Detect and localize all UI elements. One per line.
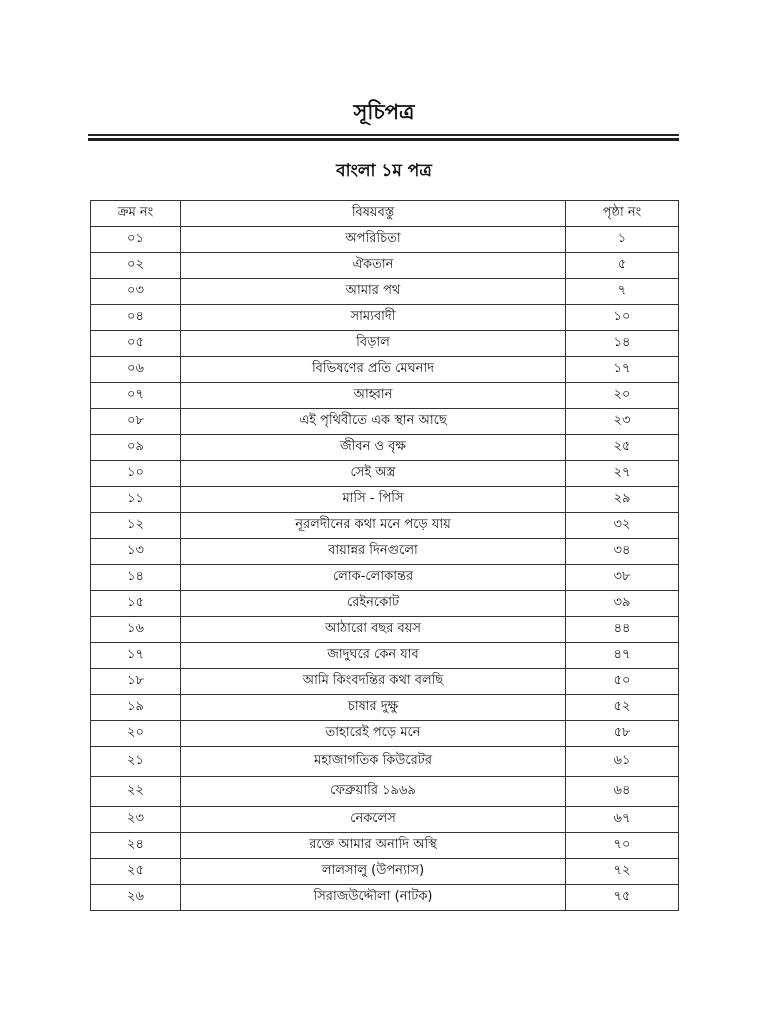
table-row xyxy=(91,461,679,487)
header-page: পৃষ্ঠা নং xyxy=(566,201,679,227)
row-serial-cell: ১৪ xyxy=(91,565,181,591)
table-row xyxy=(91,253,679,279)
row-subject-cell: রেইনকোট xyxy=(181,591,566,617)
row-serial-cell: ১৯ xyxy=(91,695,181,721)
row-serial-cell: ০২ xyxy=(91,253,181,279)
row-subject-cell: লোক-লোকান্তর xyxy=(181,565,566,591)
table-header-row xyxy=(91,201,679,227)
row-subject-cell: তাহারেই পড়ে মনে xyxy=(181,721,566,747)
row-page-cell: ১৭ xyxy=(566,357,679,383)
table-row xyxy=(91,885,679,911)
row-page-cell: ৭ xyxy=(566,279,679,305)
row-page-cell: ৬১ xyxy=(566,747,679,777)
table-row xyxy=(91,591,679,617)
row-subject-cell: বিড়াল xyxy=(181,331,566,357)
row-page-cell: ৩২ xyxy=(566,513,679,539)
row-page-cell: ৭২ xyxy=(566,859,679,885)
row-page-cell: ৬৪ xyxy=(566,777,679,807)
row-page-cell: ২৫ xyxy=(566,435,679,461)
row-subject-cell: সাম্যবাদী xyxy=(181,305,566,331)
row-page-cell: ২০ xyxy=(566,383,679,409)
row-serial-cell: ১৩ xyxy=(91,539,181,565)
row-subject-cell: লালসালু (উপন্যাস) xyxy=(181,859,566,885)
row-subject-cell: অপরিচিতা xyxy=(181,227,566,253)
table-row xyxy=(91,747,679,777)
row-page-cell: ৫২ xyxy=(566,695,679,721)
row-serial-cell: ১৮ xyxy=(91,669,181,695)
row-subject-cell: ফেব্রুয়ারি ১৯৬৯ xyxy=(181,777,566,807)
table-row xyxy=(91,227,679,253)
row-subject-cell: সিরাজউদ্দৌলা (নাটক) xyxy=(181,885,566,911)
row-subject-cell: জাদুঘরে কেন যাব xyxy=(181,643,566,669)
row-subject-cell: ঐকতান xyxy=(181,253,566,279)
row-page-cell: ৩৮ xyxy=(566,565,679,591)
row-subject-cell: জীবন ও বৃক্ষ xyxy=(181,435,566,461)
table-row xyxy=(91,279,679,305)
table-row xyxy=(91,643,679,669)
row-serial-cell: ১২ xyxy=(91,513,181,539)
row-page-cell: ২৩ xyxy=(566,409,679,435)
table-row xyxy=(91,833,679,859)
row-serial-cell: ১০ xyxy=(91,461,181,487)
row-subject-cell: চাষার দুক্ষু xyxy=(181,695,566,721)
table-row xyxy=(91,617,679,643)
row-page-cell: ১০ xyxy=(566,305,679,331)
row-page-cell: ২৯ xyxy=(566,487,679,513)
header-subject: বিষয়বস্তু xyxy=(181,201,566,227)
row-serial-cell: ১১ xyxy=(91,487,181,513)
row-serial-cell: ১৬ xyxy=(91,617,181,643)
row-subject-cell: মহাজাগতিক কিউরেটর xyxy=(181,747,566,777)
row-serial-cell: ০৯ xyxy=(91,435,181,461)
row-page-cell: ৪৭ xyxy=(566,643,679,669)
row-serial-cell: ০৫ xyxy=(91,331,181,357)
row-serial-cell: ২২ xyxy=(91,777,181,807)
row-serial-cell: ০৮ xyxy=(91,409,181,435)
row-page-cell: ৫ xyxy=(566,253,679,279)
table-row xyxy=(91,513,679,539)
row-subject-cell: বায়ান্নর দিনগুলো xyxy=(181,539,566,565)
row-subject-cell: রক্তে আমার অনাদি অস্থি xyxy=(181,833,566,859)
row-subject-cell: বিভিষণের প্রতি মেঘনাদ xyxy=(181,357,566,383)
table-row xyxy=(91,409,679,435)
row-page-cell: ৪৪ xyxy=(566,617,679,643)
row-subject-cell: নূরলদীনের কথা মনে পড়ে যায় xyxy=(181,513,566,539)
row-serial-cell: ০৪ xyxy=(91,305,181,331)
table-row xyxy=(91,305,679,331)
row-subject-cell: মাসি - পিসি xyxy=(181,487,566,513)
row-serial-cell: ০৭ xyxy=(91,383,181,409)
title-divider-top xyxy=(88,134,679,136)
section-title: বাংলা ১ম পত্র xyxy=(336,161,432,181)
row-page-cell: ৫০ xyxy=(566,669,679,695)
table-body xyxy=(91,227,679,911)
row-page-cell: ৩৪ xyxy=(566,539,679,565)
row-subject-cell: আঠারো বছর বয়স xyxy=(181,617,566,643)
table-row xyxy=(91,695,679,721)
title-divider-bottom xyxy=(88,138,679,141)
row-serial-cell: ১৫ xyxy=(91,591,181,617)
header-serial: ক্রম নং xyxy=(91,201,181,227)
page-title: সূচিপত্র xyxy=(353,100,415,124)
row-serial-cell: ২৬ xyxy=(91,885,181,911)
row-subject-cell: আমার পথ xyxy=(181,279,566,305)
table-row xyxy=(91,383,679,409)
table-row xyxy=(91,721,679,747)
table-row xyxy=(91,669,679,695)
row-page-cell: ৫৮ xyxy=(566,721,679,747)
row-page-cell: ৩৯ xyxy=(566,591,679,617)
table-row xyxy=(91,357,679,383)
row-serial-cell: ২৫ xyxy=(91,859,181,885)
table-of-contents xyxy=(90,200,679,911)
table-row xyxy=(91,565,679,591)
row-serial-cell: ২০ xyxy=(91,721,181,747)
row-page-cell: ৬৭ xyxy=(566,807,679,833)
row-serial-cell: ০১ xyxy=(91,227,181,253)
row-subject-cell: আহ্বান xyxy=(181,383,566,409)
row-serial-cell: ২১ xyxy=(91,747,181,777)
table-row xyxy=(91,859,679,885)
row-page-cell: ১৪ xyxy=(566,331,679,357)
table-row xyxy=(91,807,679,833)
table-row xyxy=(91,539,679,565)
row-page-cell: ২৭ xyxy=(566,461,679,487)
row-page-cell: ৭০ xyxy=(566,833,679,859)
row-serial-cell: ০৩ xyxy=(91,279,181,305)
table-row xyxy=(91,435,679,461)
row-serial-cell: ১৭ xyxy=(91,643,181,669)
row-subject-cell: সেই অস্ত্র xyxy=(181,461,566,487)
table-row xyxy=(91,487,679,513)
row-page-cell: ৭৫ xyxy=(566,885,679,911)
row-serial-cell: ০৬ xyxy=(91,357,181,383)
row-subject-cell: এই পৃথিবীতে এক স্থান আছে xyxy=(181,409,566,435)
row-subject-cell: নেকলেস xyxy=(181,807,566,833)
row-subject-cell: আমি কিংবদন্তির কথা বলছি xyxy=(181,669,566,695)
row-page-cell: ১ xyxy=(566,227,679,253)
row-serial-cell: ২৪ xyxy=(91,833,181,859)
row-serial-cell: ২৩ xyxy=(91,807,181,833)
table-row xyxy=(91,777,679,807)
table-row xyxy=(91,331,679,357)
